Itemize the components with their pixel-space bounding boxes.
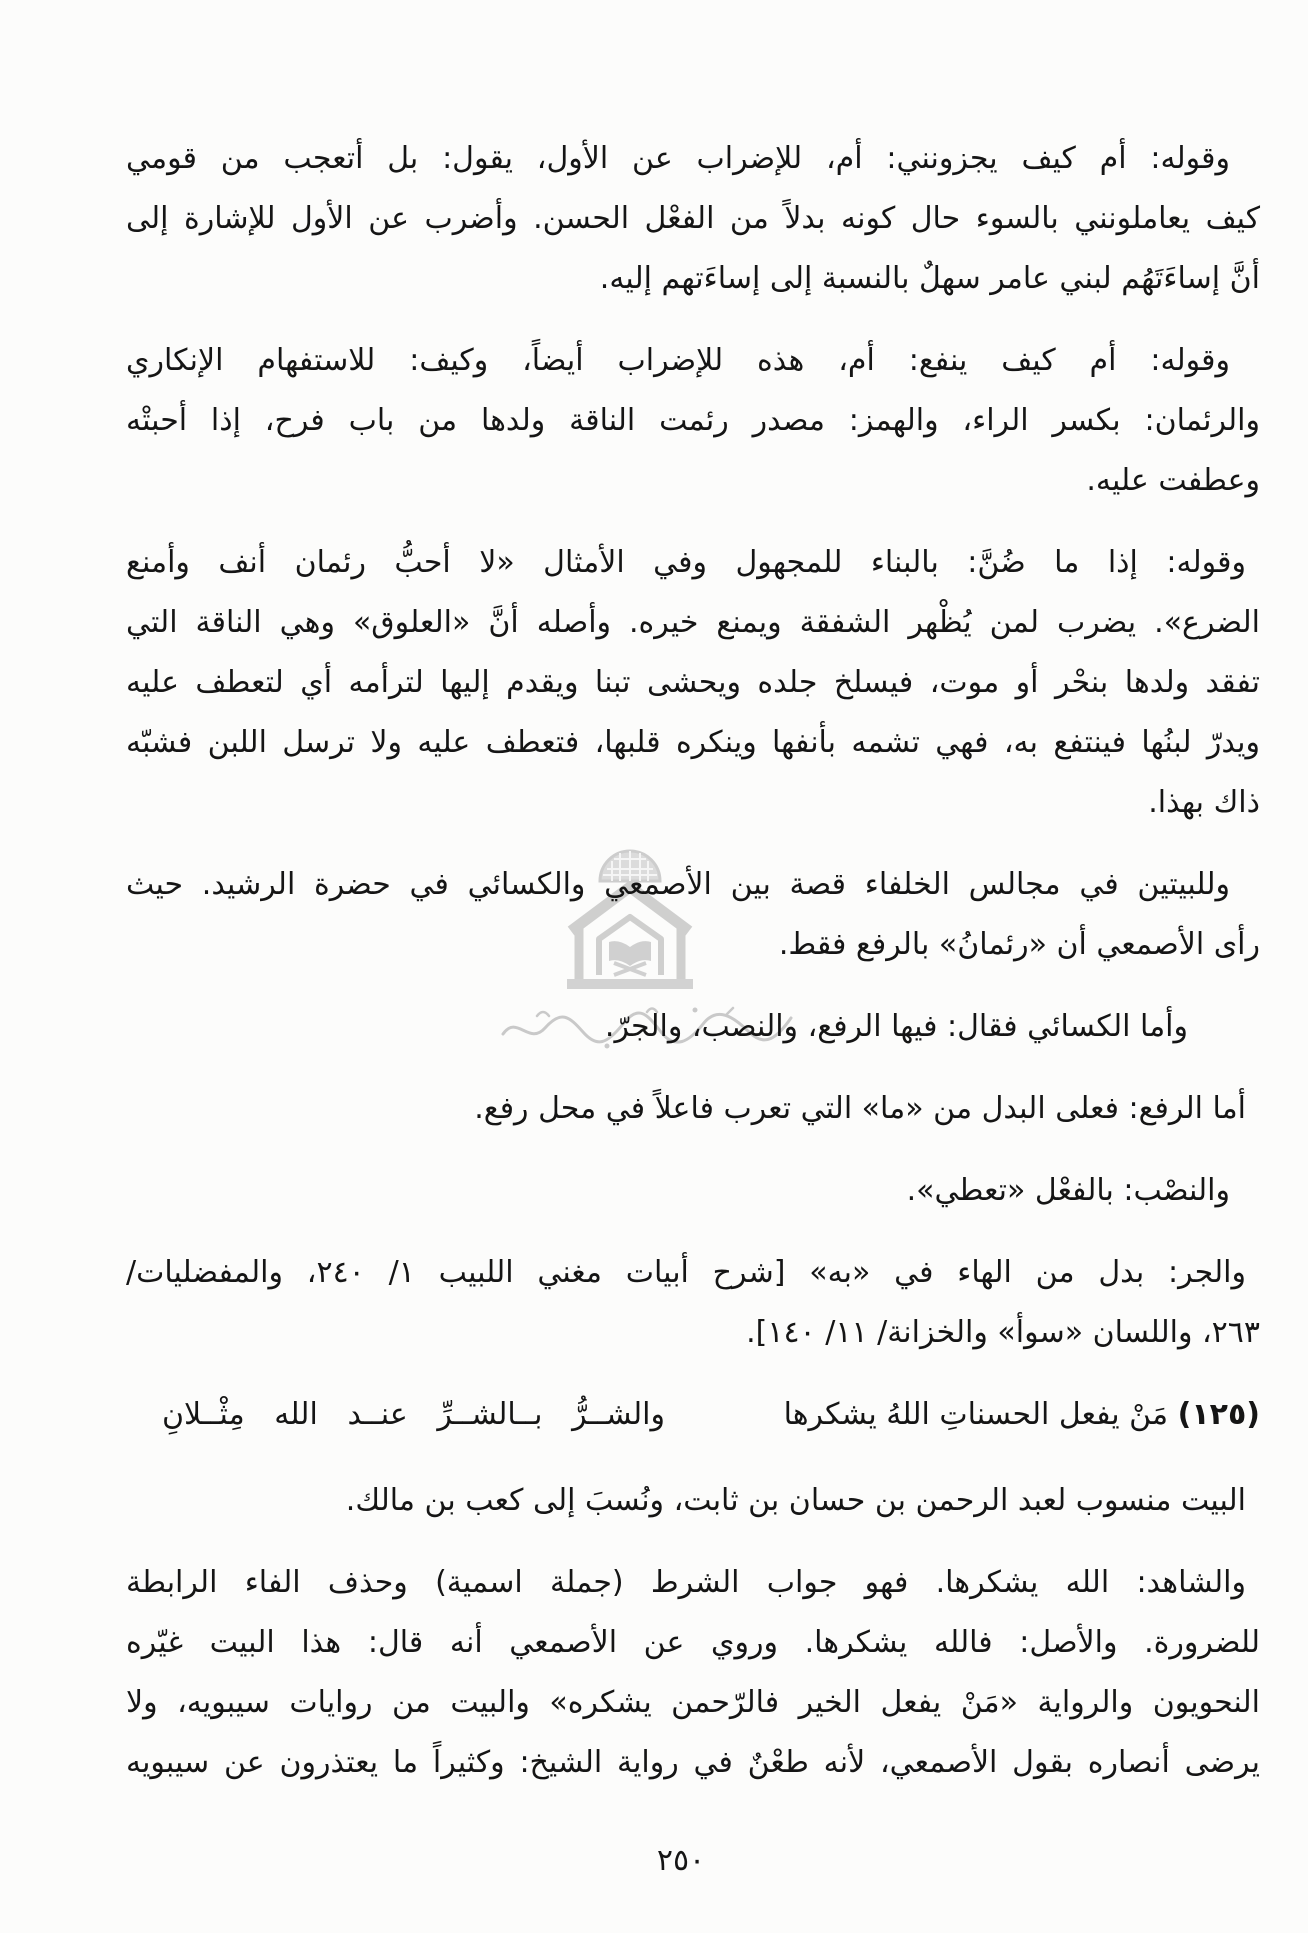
commentary-paragraph [126, 1243, 1260, 1363]
text-line: البيت منسوب لعبد الرحمن بن حسان بن ثابت، ونُسبَ إلى كعب بن مالك. [345, 1483, 1246, 1518]
text-line: رأى الأصمعي أن «رئمانُ» بالرفع فقط. [778, 927, 1260, 962]
text-line: كيف يعاملونني بالسوء حال كونه بدلاً من الفعْل الحسن. وأضرب عن الأول للإشارة إلى [126, 201, 1260, 236]
text-line: أنَّ إساءَتَهُم لبني عامر سهلٌ بالنسبة إلى إساءَتهم إليه. [599, 261, 1260, 296]
commentary-paragraph [126, 533, 1260, 833]
text-line: أما الرفع: فعلى البدل من «ما» التي تعرب فاعلاً في محل رفع. [474, 1091, 1246, 1126]
text-line: الضرع». يضرب لمن يُظْهر الشفقة ويمنع خيره. وأصله أنَّ «العلوق» وهي الناقة التي [126, 605, 1260, 640]
text-line: ويدرّ لبنُها فينتفع به، فهي تشمه بأنفها وينكره قلبها، فتعطف عليه ولا ترسل اللبن فشبّه [126, 725, 1260, 760]
text-line: للضرورة. والأصل: فالله يشكرها. وروي عن الأصمعي أنه قال: هذا البيت غيّره [126, 1625, 1260, 1660]
page-number: ٢٥٠ [656, 1843, 706, 1878]
page-body [126, 129, 1260, 1815]
commentary-paragraph [126, 1161, 1260, 1221]
text-line: وعطفت عليه. [1086, 463, 1260, 498]
text-line: ٢٦٣، واللسان «سوأ» والخزانة/ ١١/ ١٤٠]. [746, 1315, 1260, 1350]
text-line: والشاهد: الله يشكرها. فهو جواب الشرط (جملة اسمية) وحذف الفاء الرابطة [126, 1565, 1246, 1600]
text-line: وأما الكسائي فقال: فيها الرفع، والنصب، والجرّ. [604, 1009, 1188, 1044]
verse-second-hemistich: والشــرُّ بــالشــرِّ عنــد الله مِثْــلانِ [162, 1397, 665, 1432]
text-line: ذاك بهذا. [1148, 785, 1260, 820]
commentary-paragraph [126, 997, 1260, 1057]
commentary-paragraph [126, 1079, 1260, 1139]
text-line: والجر: بدل من الهاء في «به» [شرح أبيات مغني اللبيب ١/ ٢٤٠، والمفضليات/ [126, 1255, 1246, 1290]
verse-first-hemistich-text: مَنْ يفعل الحسناتِ اللهُ يشكرها [783, 1397, 1169, 1432]
verse-attribution [126, 1471, 1260, 1531]
commentary-paragraph [126, 855, 1260, 975]
text-line: تفقد ولدها بنحْر أو موت، فيسلخ جلده ويحشى تبنا ويقدم إليها لترأمه أي لتعطف عليه [126, 665, 1260, 700]
verse-first-hemistich [700, 1385, 1260, 1445]
text-line: النحويون والرواية «مَنْ يفعل الخير فالرّحمن يشكره» والبيت من روايات سيبويه، ولا [126, 1685, 1260, 1720]
text-line: وللبيتين في مجالس الخلفاء قصة بين الأصمعي والكسائي في حضرة الرشيد. حيث [126, 867, 1230, 902]
text-line: وقوله: أم كيف يجزونني: أم، للإضراب عن الأول، يقول: بل أتعجب من قومي [126, 141, 1230, 176]
verse-number: (١٢٥) [1177, 1397, 1260, 1432]
evidence-paragraph [126, 1553, 1260, 1793]
text-line: والرئمان: بكسر الراء، والهمز: مصدر رئمت الناقة ولدها من باب فرح، إذا أحبتْه [126, 403, 1260, 438]
commentary-paragraph [126, 331, 1260, 511]
text-line: والنصْب: بالفعْل «تعطي». [906, 1173, 1230, 1208]
poetry-verse [126, 1385, 1260, 1445]
text-line: وقوله: إذا ما ضُنَّ: بالبناء للمجهول وفي الأمثال «لا أحبُّ رئمان أنف وأمنع [126, 545, 1246, 580]
commentary-paragraph [126, 129, 1260, 309]
text-line: وقوله: أم كيف ينفع: أم، هذه للإضراب أيضاً، وكيف: للاستفهام الإنكاري [126, 343, 1230, 378]
text-line: يرضى أنصاره بقول الأصمعي، لأنه طعْنٌ في رواية الشيخ: وكثيراً ما يعتذرون عن سيبويه [126, 1745, 1260, 1780]
